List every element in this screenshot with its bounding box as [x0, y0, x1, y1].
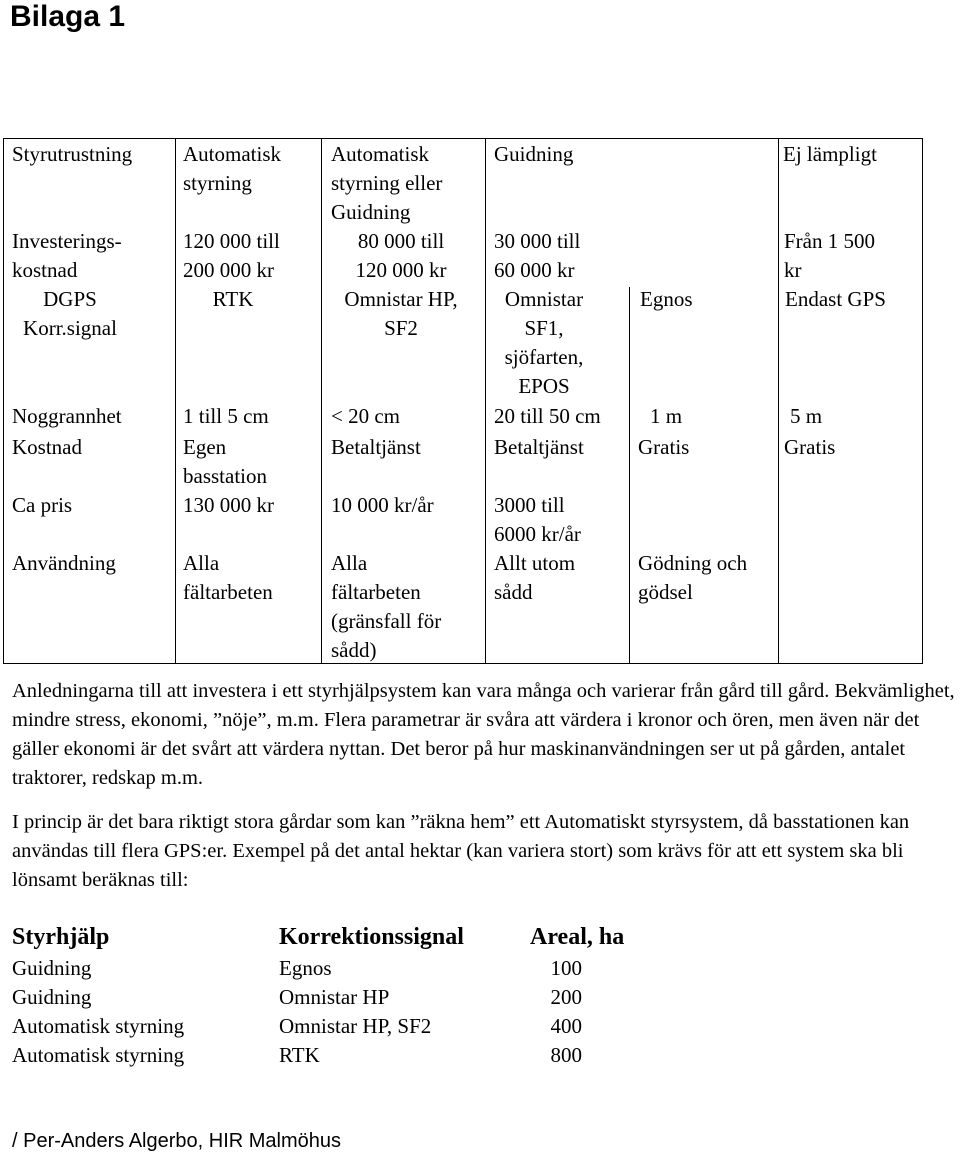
cell-line: Gödning och — [638, 551, 748, 575]
table-cell — [331, 227, 471, 285]
summary-cell: RTK — [279, 1043, 320, 1067]
author-signature: / Per-Anders Algerbo, HIR Malmöhus — [12, 1130, 342, 1152]
table-divider — [778, 138, 779, 664]
cell-line: Alla — [183, 551, 220, 575]
header-cell — [783, 140, 877, 169]
cell-line: Egnos — [640, 287, 693, 311]
cell-line: RTK — [212, 287, 254, 311]
table-divider — [485, 138, 486, 664]
cell-line: Automatisk — [183, 142, 281, 166]
cell-line: styrning eller — [331, 171, 443, 195]
cell-line: fältarbeten — [183, 580, 273, 604]
table-cell: 10 000 kr/år — [331, 493, 434, 517]
header-cell — [331, 140, 442, 227]
summary-cell: Automatisk styrning — [12, 1014, 185, 1038]
cell-line: kr — [784, 258, 802, 282]
table-cell: Gratis — [784, 435, 836, 459]
cell-line: Investerings- — [12, 229, 122, 253]
table-cell: 20 till 50 cm — [494, 404, 601, 428]
row-label: Kostnad — [12, 435, 82, 459]
table-cell — [638, 549, 747, 607]
cell-line: Ej lämpligt — [783, 142, 877, 166]
table-cell — [331, 549, 441, 665]
row-label: Ca pris — [12, 493, 73, 517]
row-label: Användning — [12, 551, 116, 575]
cell-line: sådd — [494, 580, 533, 604]
cell-line: Från 1 500 — [784, 229, 875, 253]
table-border — [922, 138, 923, 664]
cell-line: Korr.signal — [23, 316, 117, 340]
summary-cell: 800 — [550, 1043, 582, 1067]
cell-line: EPOS — [518, 374, 570, 398]
cell-line: fältarbeten — [331, 580, 421, 604]
summary-cell: Omnistar HP, SF2 — [279, 1014, 432, 1038]
table-cell: Betaltjänst — [331, 435, 421, 459]
table-divider — [629, 287, 630, 664]
table-cell — [640, 285, 693, 314]
table-cell: 1 m — [650, 404, 683, 428]
row-label: Noggrannhet — [12, 404, 122, 428]
table-cell: Gratis — [638, 435, 690, 459]
table-cell — [494, 491, 581, 549]
cell-line: styrning — [183, 171, 252, 195]
header-cell — [183, 140, 281, 198]
cell-line: sjöfarten, — [504, 345, 584, 369]
cell-line: 3000 till — [494, 493, 565, 517]
table-cell — [173, 285, 293, 314]
table-border — [3, 663, 923, 664]
summary-cell: 400 — [550, 1014, 582, 1038]
paragraph-reasons: Anledningarna till att investera i ett styrhjälpsystem kan vara många och varierar från gård till gård. Bekvämlighet, mindre stress, ekonomi, ”nöje”, m.m. Flera parametrar är svåra att värdera i kronor och ören, men även när det gäller ekonomi är det svårt att värdera nyttan. Det beror på hur maskinanvändningen ser ut på gården, antalet traktorer, redskap m.m. — [12, 680, 955, 789]
row-label — [12, 227, 122, 285]
page-title: Bilaga 1 — [10, 0, 126, 33]
cell-line: 80 000 till — [357, 229, 445, 253]
cell-line: kostnad — [12, 258, 78, 282]
cell-line: Alla — [331, 551, 368, 575]
table-cell — [331, 285, 471, 343]
header-cell — [494, 140, 573, 169]
table-cell: 130 000 kr — [183, 493, 274, 517]
cell-line: 120 000 till — [183, 229, 280, 253]
summary-cell: 200 — [550, 985, 582, 1009]
cell-line: 200 000 kr — [183, 258, 274, 282]
summary-cell: Egnos — [279, 956, 332, 980]
cell-line: basstation — [183, 464, 267, 488]
table-cell — [785, 285, 886, 314]
table-border — [3, 138, 4, 664]
cell-line: Automatisk — [331, 142, 429, 166]
summary-cell: Omnistar HP — [279, 985, 390, 1009]
cell-line: Endast GPS — [785, 287, 886, 311]
table-cell: 1 till 5 cm — [183, 404, 269, 428]
cell-line: Egen — [183, 435, 227, 459]
cell-line: Guidning — [494, 142, 574, 166]
cell-line: Guidning — [331, 200, 411, 224]
table-cell: 5 m — [790, 404, 823, 428]
header-cell — [12, 140, 132, 169]
cell-line: DGPS — [43, 287, 97, 311]
cell-line: gödsel — [638, 580, 693, 604]
cell-line: 60 000 kr — [494, 258, 575, 282]
summary-cell: 100 — [550, 956, 582, 980]
cell-line: Omnistar — [504, 287, 584, 311]
table-cell — [784, 227, 875, 285]
cell-line: Styrutrustning — [12, 142, 133, 166]
table-cell — [183, 433, 267, 491]
paragraph-principle: I princip är det bara riktigt stora gårdar som kan ”räkna hem” ett Automatiskt styrsystem, då basstationen kan användas till flera GPS:er. Exempel på det antal hektar (kan variera stort) som krävs för att ett system ska bli lönsamt beräknas till: — [12, 811, 910, 891]
summary-cell: Guidning — [12, 956, 92, 980]
cell-line: 120 000 kr — [355, 258, 447, 282]
table-cell — [494, 227, 580, 285]
cell-line: 30 000 till — [494, 229, 581, 253]
cell-line: SF1, — [524, 316, 564, 340]
cell-line: SF2 — [384, 316, 418, 340]
table-cell — [494, 549, 575, 607]
cell-line: 6000 kr/år — [494, 522, 581, 546]
summary-cell: Guidning — [12, 985, 92, 1009]
summary-header: Styrhjälp — [12, 924, 110, 950]
table-cell: < 20 cm — [331, 404, 400, 428]
table-border — [3, 138, 923, 139]
table-cell — [183, 549, 273, 607]
row-label — [0, 285, 140, 343]
cell-line: Omnistar HP, — [344, 287, 458, 311]
table-divider — [321, 138, 322, 664]
table-cell — [484, 285, 604, 401]
summary-cell: Automatisk styrning — [12, 1043, 185, 1067]
summary-header: Areal, ha — [530, 924, 625, 950]
table-divider — [175, 138, 176, 664]
table-cell — [183, 227, 280, 285]
cell-line: Allt utom — [494, 551, 576, 575]
cell-line: sådd) — [331, 638, 377, 662]
table-cell: Betaltjänst — [494, 435, 584, 459]
summary-header: Korrektionssignal — [279, 924, 464, 950]
cell-line: (gränsfall för — [331, 609, 442, 633]
